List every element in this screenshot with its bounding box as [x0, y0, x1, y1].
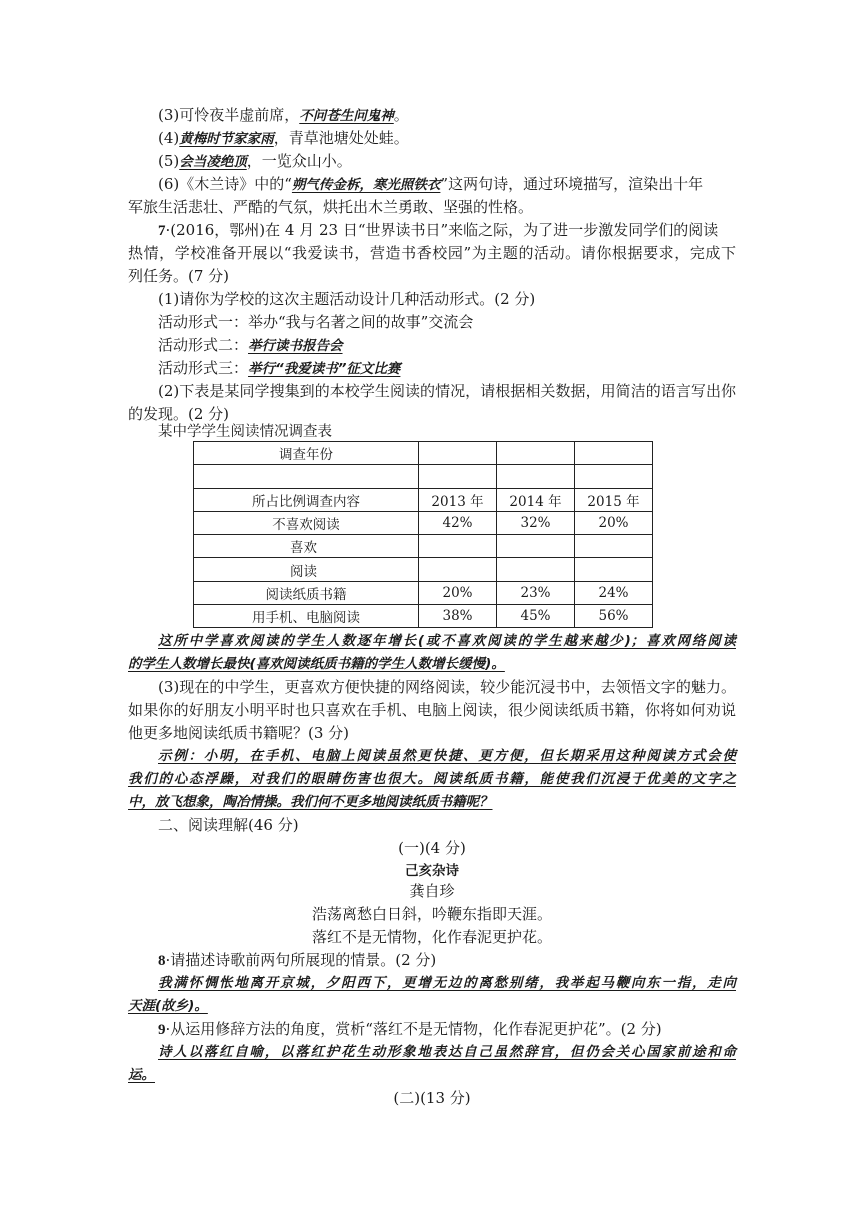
table-cell: 56% [575, 605, 653, 628]
table-cell: 20% [575, 511, 653, 534]
answer-fill: 不问苍生问鬼神 [299, 108, 394, 124]
part-heading: (一)(4 分) [398, 839, 466, 857]
poem-line: 落红不是无情物，化作春泥更护花。 [311, 928, 552, 946]
dislike-label: 不喜欢阅读 [194, 511, 419, 534]
table-row [194, 581, 653, 604]
table-row [194, 442, 653, 465]
table-row [194, 465, 653, 488]
poem-line-3: (3)可怜夜半虚前席，不问苍生问鬼神。 [158, 106, 409, 124]
table-row [194, 511, 653, 534]
answer-7-3: 示例：小明，在手机、电脑上阅读虽然更快捷、更方便，但长期采用这种阅读方式会使 [158, 748, 736, 764]
like-label: 喜欢 [194, 535, 419, 558]
question-7-3-line2: 如果你的好朋友小明平时也只喜欢在手机、电脑上阅读，很少阅读纸质书籍，你将如何劝说 [128, 701, 736, 719]
question-8: 8·请描述诗歌前两句所展现的情景。(2 分) [158, 951, 437, 969]
answer-8: 我满怀惆怅地离开京城，夕阳西下，更增无边的离愁别绪，我举起马鞭向东一指，走向 [158, 975, 736, 991]
table-row [194, 535, 653, 558]
question-7-3: (3)现在的中学生，更喜欢方便快捷的网络阅读，较少能沉浸书中，去领悟文字的魅力。 [158, 678, 736, 696]
activity-form-3: 活动形式三：举行“我爱读书”征文比赛 [158, 359, 401, 377]
answer-7-2-cont: 的学生人数增长最快(喜欢阅读纸质书籍的学生人数增长缓慢)。 [128, 656, 505, 672]
activity-form-2: 活动形式二：举行读书报告会 [158, 336, 343, 354]
table-caption: 某中学学生阅读情况调查表 [158, 424, 332, 440]
table-row [194, 488, 653, 511]
answer-9: 诗人以落红自喻，以落红护花生动形象地表达自己虽然辞官，但仍会关心国家前途和命 [158, 1044, 736, 1060]
table-cell: 32% [497, 511, 575, 534]
poem-line: 浩荡离愁白日斜，吟鞭东指即天涯。 [311, 905, 552, 923]
question-7-line3: 列任务。(7 分) [128, 267, 230, 285]
section-heading: 二、阅读理解(46 分) [158, 816, 299, 834]
poem-author: 龚自珍 [409, 882, 455, 900]
answer-9-cont: 运。 [128, 1067, 155, 1083]
question-7-3-line3: 他更多地阅读纸质书籍呢？(3 分) [128, 724, 350, 742]
year-cell: 2014 年 [497, 488, 575, 511]
question-9: 9·从运用修辞方法的角度，赏析“落红不是无情物，化作春泥更护花”。(2 分) [158, 1020, 662, 1038]
digital-label: 用手机、电脑阅读 [194, 605, 419, 628]
poem-line-5: (5)会当凌绝顶，一览众山小。 [158, 152, 352, 170]
table-cell: 23% [497, 581, 575, 604]
question-7-line2: 热情，学校准备开展以“我爱读书，营造书香校园”为主题的活动。请你根据要求，完成下 [128, 244, 736, 262]
answer-fill: 举行读书报告会 [248, 338, 343, 354]
answer-7-3-line2: 我们的心态浮躁，对我们的眼睛伤害也很大。阅读纸质书籍，能使我们沉浸于优美的文字之 [128, 771, 736, 787]
answer-fill: 会当凌绝顶 [179, 154, 247, 170]
year-cell: 2013 年 [419, 488, 497, 511]
question-7: 7·(2016，鄂州)在 4 月 23 日“世界读书日”来临之际，为了进一步激发同学们的阅读 [158, 221, 719, 239]
answer-7-3-line3: 中，放飞想象，陶冶情操。我们何不更多地阅读纸质书籍呢？ [128, 794, 493, 810]
answer-8-cont: 天涯(故乡)。 [128, 998, 208, 1014]
table-cell: 20% [419, 581, 497, 604]
table-row-label: 所占比例调查内容 [194, 488, 419, 511]
table-cell: 38% [419, 605, 497, 628]
question-7-2-cont: 的发现。(2 分) [128, 405, 230, 423]
question-7-2: (2)下表是某同学搜集到的本校学生阅读的情况，请根据相关数据，用简洁的语言写出你 [158, 382, 736, 400]
answer-fill: 举行“我爱读书”征文比赛 [248, 361, 401, 377]
question-number: 7 [158, 223, 166, 239]
poem-title: 己亥杂诗 [405, 863, 459, 879]
table-cell: 24% [575, 581, 653, 604]
answer-fill: 黄梅时节家家雨 [179, 131, 274, 147]
paper-label: 阅读纸质书籍 [194, 581, 419, 604]
question-number: 8 [158, 953, 166, 969]
table-row [194, 558, 653, 581]
poem-line-6: (6)《木兰诗》中的“朔气传金柝，寒光照铁衣”这两句诗，通过环境描写，渲染出十年 [158, 175, 704, 193]
year-cell: 2015 年 [575, 488, 653, 511]
activity-form-1: 活动形式一：举办“我与名著之间的故事”交流会 [158, 313, 474, 331]
question-number: 9 [158, 1022, 166, 1038]
answer-fill: 朔气传金柝，寒光照铁衣 [291, 177, 441, 193]
table-cell: 45% [497, 605, 575, 628]
poem-line-4: (4)黄梅时节家家雨，青草池塘处处蛙。 [158, 129, 409, 147]
part-heading: (二)(13 分) [393, 1089, 471, 1107]
survey-table [193, 441, 653, 628]
poem-line-6-cont: 军旅生活悲壮、严酷的气氛，烘托出木兰勇敢、坚强的性格。 [128, 198, 534, 216]
answer-7-2: 这所中学喜欢阅读的学生人数逐年增长(或不喜欢阅读的学生越来越少)；喜欢网络阅读 [158, 633, 736, 649]
table-row [194, 605, 653, 628]
table-header-label: 调查年份 [194, 442, 419, 465]
table-cell: 42% [419, 511, 497, 534]
question-7-1: (1)请你为学校的这次主题活动设计几种活动形式。(2 分) [158, 290, 536, 308]
like-label: 阅读 [194, 558, 419, 581]
